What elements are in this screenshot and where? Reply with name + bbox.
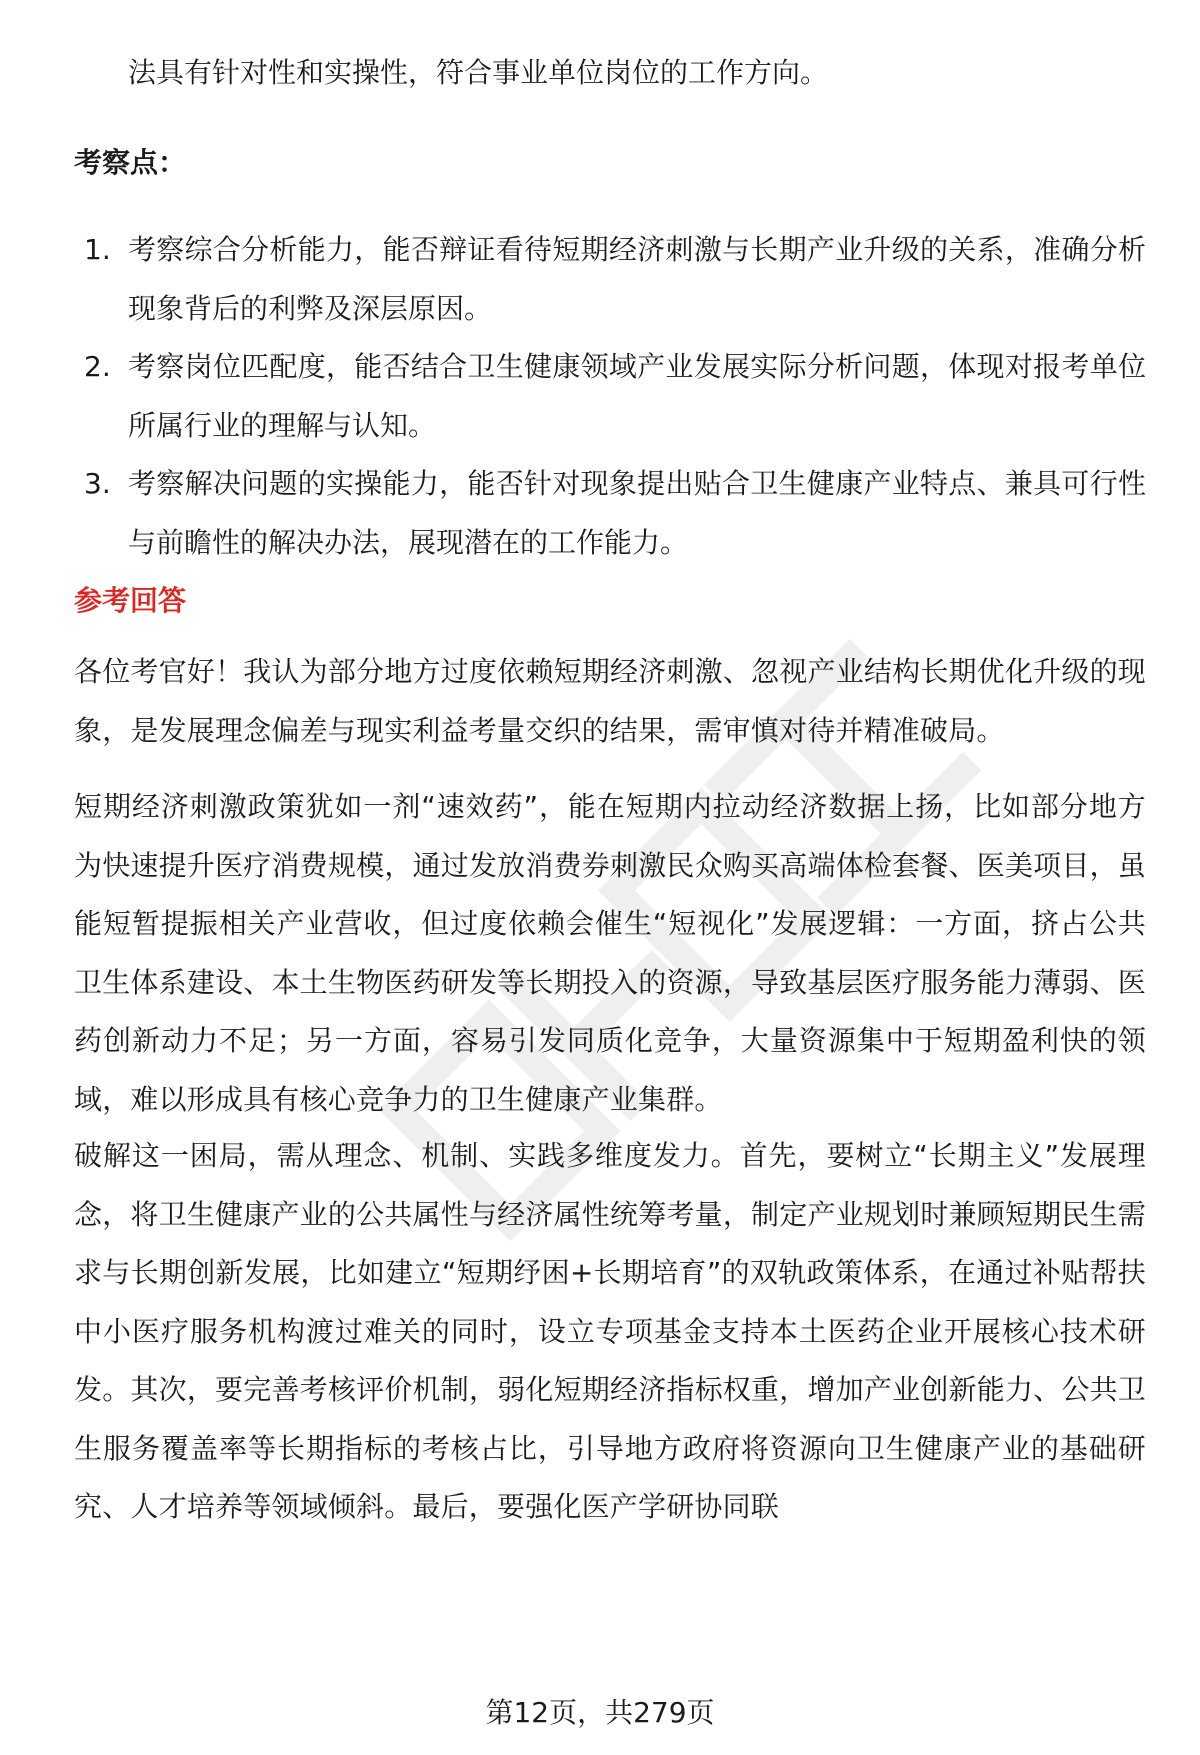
list-item-text: 考察综合分析能力，能否辩证看待短期经济刺激与长期产业升级的关系，准确分析现象背后的利弊及深层原因。: [128, 233, 1146, 325]
exam-point-item: [74, 455, 1146, 572]
exam-point-item: [74, 221, 1146, 338]
list-number: 1.: [84, 233, 111, 266]
answer-paragraph-2: 短期经济刺激政策犹如一剂“速效药”，能在短期内拉动经济数据上扬，比如部分地方为快速提升医疗消费规模，通过发放消费券刺激民众购买高端体检套餐、医美项目，虽能短暂提振相关产业营收，但过度依赖会催生“短视化”发展逻辑：一方面，挤占公共卫生体系建设、本土生物医药研发等长期投入的资源，导致基层医疗服务能力薄弱、医药创新动力不足；另一方面，容易引发同质化竞争，大量资源集中于短期盈利快的领域，难以形成具有核心竞争力的卫生健康产业集群。: [74, 790, 1146, 1116]
exam-point-item: [74, 338, 1146, 455]
intro-continuation-text: 法具有针对性和实操性，符合事业单位岗位的工作方向。: [128, 56, 829, 89]
list-number: 3.: [84, 467, 111, 500]
answer-paragraph-3: 破解这一困局，需从理念、机制、实践多维度发力。首先，要树立“长期主义”发展理念，将卫生健康产业的公共属性与经济属性统筹考量，制定产业规划时兼顾短期民生需求与长期创新发展，比如建立“短期纾困+长期培育”的双轨政策体系，在通过补贴帮扶中小医疗服务机构渡过难关的同时，设立专项基金支持本土医药企业开展核心技术研发。其次，要完善考核评价机制，弱化短期经济指标权重，增加产业创新能力、公共卫生服务覆盖率等长期指标的考核占比，引导地方政府将资源向卫生健康产业的基础研究、人才培养等领域倾斜。最后，要强化医产学研协同联: [74, 1139, 1146, 1523]
exam-points-heading: 考察点：: [74, 146, 187, 179]
exam-points-list: [74, 221, 1146, 572]
reference-answer-heading: 参考回答: [74, 584, 187, 617]
list-item-text: 考察岗位匹配度，能否结合卫生健康领域产业发展实际分析问题，体现对报考单位所属行业的理解与认知。: [128, 350, 1146, 442]
list-item-text: 考察解决问题的实操能力，能否针对现象提出贴合卫生健康产业特点、兼具可行性与前瞻性的解决办法，展现潜在的工作能力。: [128, 467, 1146, 559]
list-number: 2.: [84, 350, 111, 383]
answer-paragraph-1: 各位考官好！我认为部分地方过度依赖短期经济刺激、忽视产业结构长期优化升级的现象，是发展理念偏差与现实利益考量交织的结果，需审慎对待并精准破局。: [74, 655, 1146, 747]
page-number-footer: 第12页，共279页: [485, 1696, 715, 1729]
